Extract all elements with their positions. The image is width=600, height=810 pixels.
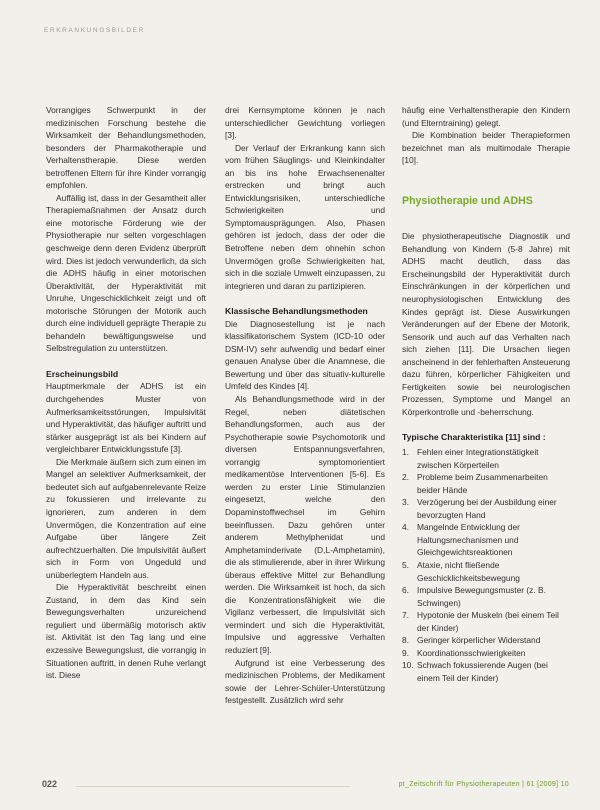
footer-rule [76,786,350,787]
subheading-erscheinungsbild: Erscheinungsbild [46,368,119,379]
paragraph: Die Kombination beider Therapieformen bezeichnet man als multimodale Therapie [10]. [402,130,570,166]
list-item [402,521,570,559]
paragraph: drei Kernsymptome können je nach unterschiedlicher Gewichtung vorliegen [3]. [225,105,385,141]
list-number: 8. [402,635,409,646]
list-number: 1. [402,447,409,458]
paragraph: Auffällig ist, dass in der Gesamtheit aller Therapiemaßnahmen der Ansatz durch eine motorische Förderung wie der Physiotherapie nur selten vorgeschlagen geschweige denn deren Evidenz überprüft wird. Dies ist jedoch verwunderlich, da sich die ADHS häufig in einer motorischen Überaktivität, der Hyperaktivität mit Unruhe, Ungeschicklichkeit zeigt und oft motorische Störungen der Motorik auch durch eine individuell geprägte Therapie zu behandeln bewältigungsweise und Selbstregulation zu unterstützen. [46,192,207,354]
list-item [402,609,570,634]
list-text: Verzögerung bei der Ausbildung einer bevorzugten Hand [417,497,557,520]
list-item [402,446,570,471]
paragraph: Die physiotherapeutische Diagnostik und Behandlung von Kindern (5-8 Jahre) mit ADHS macht deutlich, dass das Erscheinungsbild der Hyperaktivität durch Einschränkungen in der körperlichen und neurophysiologischen Entwicklung des Kindes geprägt ist. Diese Auswirkungen Veränderungen auf der Ebene der Motorik, Sensorik und auch auf das Verhalten nach sich ziehen [11]. Die Ursachen liegen anscheinend in der fehlerhaften Ansteuerung dazu führen, körperlicher Fähigkeiten und Fertigkeiten sowie bei neurologischen Prozessen, Symptome und Mangel an Körperkontrolle und -beherrschung. [402,231,570,417]
list-text: Hypotonie der Muskeln (bei einem Teil der Kinder) [417,610,559,633]
list-text: Koordinationsschwierigkeiten [417,647,526,658]
subheading-klassische-behandlungsmethoden: Klassische Behandlungsmethoden [225,306,368,317]
paragraph: Hauptmerkmale der ADHS ist ein durchgehendes Muster von Aufmerksamkeitsstörungen, Impulsivität und Hyperaktivität, das häufiger auftritt und stärker ausgeprägt ist als bei Kindern auf vergleichbarer Entwicklungsstufe [3]. [46,381,206,455]
subheading-typische-charakteristika: Typische Charakteristika [11] sind : [402,432,546,443]
characteristics-list [402,446,570,684]
list-number: 3. [402,497,409,508]
list-item [402,496,570,521]
list-text: Mangelnde Entwicklung der Haltungsmechanismen und Gleichgewichtsreaktionen [417,522,520,558]
paragraph: Die Hyperaktivität beschreibt einen Zustand, in dem das Kind sein Bewegungsverhalten unzureichend reguliert und übermäßig motorisch aktiv ist. Aktivität ist den Tag lang und eine exzessive Bewegungslust, die vorrangig in Situationen auftritt, in denen Ruhe verlangt ist. Diese [46,582,206,681]
paragraph: Die Diagnosestellung ist je nach klassifikatorischem System (ICD-10 oder DSM-IV) sehr aufwendig und bedarf einer genauen Analyse über die Anamnese, die Bewertung und über das situativ-kulturelle Umfeld des Kindes [4]. [225,318,385,392]
paragraph: Die Merkmale äußern sich zum einen im Mangel an selektiver Aufmerksamkeit, der bedeutet sich auf aufgabenrelevante Reize zu fokussieren und irrelevante zu ignorieren, zum anderen in dem Unvermögen, die Konzentration auf eine Aufgabe über längere Zeit aufrechtzuerhalten. Die Impulsivität äußert sich in Form von Ungeduld und unüberlegtem Handeln aus. [46,456,206,580]
list-text: Probleme beim Zusammenarbeiten beider Hände [417,472,548,495]
text-column-left [46,104,206,682]
text-column-right [402,104,570,684]
text-column-middle [225,104,385,707]
list-number: 7. [402,610,409,621]
list-number: 5. [402,559,409,570]
paragraph: Aufgrund ist eine Verbesserung des medizinischen Problems, der Medikament sowie der Lehrer-Schüler-Unterstützung festgestellt. Zusätzlich wird sehr [225,657,385,706]
paragraph: Vorrangiges Schwerpunkt in der medizinischen Forschung bestehe die Wirksamkeit der Behandlungsmethoden, besonders der Pharmakotherapie und Verhaltenstherapie. Diese werden betroffenen Eltern für ihre Kinder vorrangig empfohlen. [46,105,206,191]
list-number: 10. [402,660,414,671]
paragraph: Der Verlauf der Erkrankung kann sich vom frühen Säuglings- und Kleinkindalter an bis ins hohe Erwachsenenalter erstrecken und bringt auch Entwicklungsrisiken, unterschiedliche Schwierigkeiten und Symptomausprägungen. Also, Phasen gehören ist jedoch, dass der oder die Betroffene neben dem ohnehin schon Unvermögen große Schwierigkeiten hat, sich in die soziale Umwelt einzupassen, zu integrieren und daran zu partizipieren. [225,142,385,291]
list-item [402,584,570,609]
list-number: 4. [402,522,409,533]
list-item [402,647,570,660]
paragraph: Als Behandlungsmethode wird in der Regel, neben diätetischen Behandlungsformen, auch aus der Psychotherapie sowie Psychomotorik und diversen Entspannungsverfahren, vorrangig symptomorientiert medikamentöse Interventionen [5-6]. Es werden zu erster Linie Stimulanzien eingesetzt, welche den Dopaminstoffwechsel im Gehirn beeinflussen. Dazu gehören unter anderem Methylphenidat und Amphetaminderivate (D,L-Amphetamin), die als stimulierende, aber in ihrer Wirkung überaus effektive Mittel zur Behandlung werden. Die Wirksamkeit ist hoch, da sich die Konzentrationsfähigkeit wie die Vigilanz verbessert, die Impulsivität sich vermindert und sich die Hyperaktivität, Impulsive und aggressive Verhalten reduziert [9]. [225,394,385,655]
list-number: 6. [402,585,409,596]
list-text: Impulsive Bewegungsmuster (z. B. Schwingen) [417,585,546,608]
list-number: 9. [402,647,409,658]
section-heading-physiotherapie-und-adhs: Physiotherapie und ADHS [402,194,533,207]
list-text: Geringer körperlicher Widerstand [417,635,541,646]
list-item [402,559,570,584]
list-text: Schwach fokussierende Augen (bei einem Teil der Kinder) [417,660,548,683]
paragraph: häufig eine Verhaltenstherapie den Kindern (und Elterntraining) gelegt. [402,105,570,128]
list-number: 2. [402,472,409,483]
list-item [402,471,570,496]
list-item [402,659,570,684]
footer-publication: pt_Zeitschrift für Physiotherapeuten | 61 [2009] 10 [398,781,569,788]
list-item [402,634,570,647]
list-text: Fehlen einer Integrationstätigkeit zwischen Körperteilen [417,447,539,470]
list-text: Ataxie, nicht fließende Geschicklichkeitsbewegung [417,559,520,583]
page-number: 022 [42,779,58,789]
running-head: ERKRANKUNGSBILDER [44,27,145,34]
